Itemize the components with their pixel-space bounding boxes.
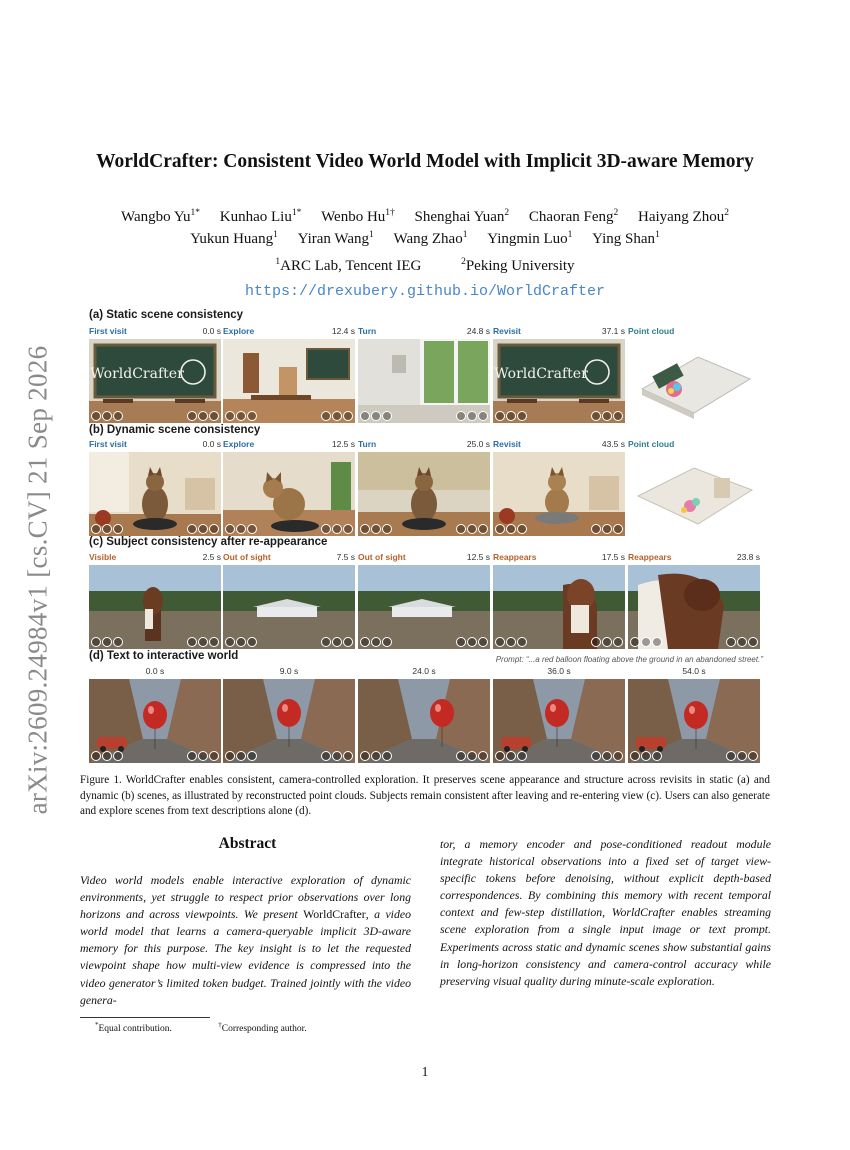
panel-cell-caption: [89, 439, 221, 451]
figure-frame-image: [223, 565, 355, 649]
cell-label: Turn: [358, 439, 377, 449]
camera-control-icon: [495, 751, 527, 761]
cell-label: Reappears: [628, 552, 672, 562]
figure-frame-image: [628, 339, 760, 423]
panel-cell-caption: [358, 666, 490, 678]
camera-control-icon: [456, 751, 488, 761]
camera-control-icon: [591, 751, 623, 761]
cell-label: Reappears: [493, 552, 537, 562]
camera-control-icon: [360, 524, 392, 534]
camera-control-icon: [495, 524, 527, 534]
cell-label: Revisit: [493, 439, 521, 449]
panel-d-prompt: Prompt: “...a red balloon floating above the ground in an abandoned street.”: [495, 655, 763, 664]
camera-control-icon: [91, 524, 123, 534]
cell-label: Point cloud: [628, 439, 675, 449]
figure-frame-image: [493, 679, 625, 763]
author: Wang Zhao$^1$: [393, 230, 468, 247]
cell-timestamp: 7.5 s: [336, 552, 355, 562]
figure-frame-image: [89, 565, 221, 649]
camera-control-icon: [591, 524, 623, 534]
figure-frame-image: [223, 679, 355, 763]
project-url-link[interactable]: https://drexubery.github.io/WorldCrafter: [244, 283, 606, 300]
cell-timestamp: 12.5 s: [466, 552, 490, 562]
camera-control-icon: [225, 524, 257, 534]
panel-cell-caption: [493, 666, 625, 678]
author: Yiran Wang$^1$: [297, 230, 374, 247]
cell-timestamp: 54.0 s: [682, 666, 706, 676]
camera-control-icon: [726, 751, 758, 761]
camera-control-icon: [360, 411, 392, 421]
author: Yingmin Luo$^1$: [487, 230, 573, 247]
panel-cell-caption: [358, 439, 490, 451]
camera-control-icon: [630, 751, 662, 761]
figure-caption: Figure 1. WorldCrafter enables consistent, camera-controlled exploration. It preserves scene appearance and structure across revisits in static (a) and dynamic (b) scenes, as illustrated by reconstructed point clouds. Subjects remain consistent after leaving and re-entering view (c). Users can also generate and explore scenes from text descriptions alone (d).: [80, 774, 770, 817]
chalkboard-text: WorldCrafter: [494, 366, 588, 382]
panel-label-b: (b) Dynamic scene consistency: [89, 424, 261, 436]
author: Haiyang Zhou$^2$: [637, 208, 729, 225]
author: Wenbo $Hu^{1\dagger}$: [321, 208, 395, 225]
camera-control-icon: [456, 524, 488, 534]
author: Ying Shan$^1$: [592, 230, 660, 247]
panel-cell-caption: [89, 552, 221, 564]
cell-timestamp: 36.0 s: [547, 666, 571, 676]
panel-cell-caption: [223, 439, 355, 451]
camera-control-icon: [495, 411, 527, 421]
cell-timestamp: 12.5 s: [331, 439, 355, 449]
figure-frame-image: [628, 452, 760, 536]
camera-control-icon: [591, 637, 623, 647]
panel-cell-caption: [358, 552, 490, 564]
panel-cell-caption: [223, 326, 355, 338]
cell-timestamp: 0.0 s: [145, 666, 165, 676]
cell-label: Out of sight: [358, 552, 406, 562]
cell-label: Turn: [358, 326, 377, 336]
cell-timestamp: 9.0 s: [279, 666, 299, 676]
footnote-rule: [80, 1017, 210, 1018]
camera-control-icon: [91, 411, 123, 421]
camera-control-icon: [91, 637, 123, 647]
panel-cell-caption: [89, 666, 221, 678]
cell-label: Explore: [223, 439, 255, 449]
figure-frame-image: [493, 339, 625, 423]
figure-frame-image: [89, 339, 221, 423]
cell-timestamp: 0.0 s: [202, 439, 221, 449]
page-number: 1: [421, 1064, 429, 1079]
cell-label: Revisit: [493, 326, 521, 336]
author: Wangbo $Yu^{1*}$: [121, 208, 201, 225]
camera-control-icon: [456, 637, 488, 647]
panel-label-a: (a) Static scene consistency: [89, 309, 244, 321]
cell-label: First visit: [89, 326, 127, 336]
cell-label: Point cloud: [628, 326, 675, 336]
figure-frame-image: [628, 679, 760, 763]
affiliation: $^1$ARC Lab, Tencent IEG: [275, 257, 422, 274]
camera-control-icon: [321, 751, 353, 761]
camera-control-icon: [321, 524, 353, 534]
author: Shenghai Yuan$^2$: [414, 208, 510, 225]
figure-frame-image: [89, 452, 221, 536]
cell-label: Visible: [89, 552, 117, 562]
footnotes: [95, 1021, 351, 1034]
figure-frame-image: [358, 339, 490, 423]
panel-cell-caption: [628, 439, 760, 451]
cell-label: Explore: [223, 326, 255, 336]
footnote: †Corresponding author.: [218, 1021, 307, 1035]
panel-cell-caption: [358, 326, 490, 338]
cell-timestamp: 23.8 s: [736, 552, 760, 562]
abstract-heading: Abstract: [218, 835, 277, 852]
camera-control-icon: [321, 637, 353, 647]
camera-control-icon: [187, 637, 219, 647]
camera-control-icon: [630, 637, 662, 647]
cell-label: First visit: [89, 439, 127, 449]
figure-frame-image: [89, 679, 221, 763]
abstract-column-right: tor, a memory encoder and pose-conditioned readout module integrate historical observations into a fixed set of target view-specific tokens before denoising, without explicit depth-based correspondences. By combining this memory with recent temporal context and few-step distillation, WorldCrafter enables streaming scene exploration from a single input image or text prompt. Experiments across static and dynamic scenes show substantial gains in long-horizon consistency and camera-control accuracy while preserving visual quality during minute-scale exploration.: [440, 837, 771, 988]
panel-cell-caption: [628, 552, 760, 564]
camera-control-icon: [225, 411, 257, 421]
camera-control-icon: [225, 751, 257, 761]
panel-cell-caption: [493, 552, 625, 564]
panel-cell-caption: [628, 666, 760, 678]
panel-label-c: (c) Subject consistency after re-appearance: [89, 536, 328, 548]
cell-timestamp: 17.5 s: [601, 552, 625, 562]
camera-control-icon: [187, 751, 219, 761]
cell-timestamp: 2.5 s: [202, 552, 221, 562]
author: Chaoran Feng$^2$: [528, 208, 619, 225]
panel-cell-caption: [628, 326, 760, 338]
panel-cell-caption: [223, 552, 355, 564]
panel-cell-caption: [223, 666, 355, 678]
figure-frame-image: [493, 452, 625, 536]
cell-timestamp: 24.0 s: [412, 666, 436, 676]
figure-frame-image: [358, 565, 490, 649]
cell-timestamp: 0.0 s: [202, 326, 221, 336]
panel-label-d: (d) Text to interactive world: [89, 650, 239, 662]
footnote: *Equal contribution.: [95, 1021, 172, 1035]
chalkboard-text: WorldCrafter: [90, 366, 184, 382]
camera-control-icon: [591, 411, 623, 421]
camera-control-icon: [91, 751, 123, 761]
cell-label: Out of sight: [223, 552, 271, 562]
arxiv-sidebar-stamp: arXiv:2609.24984v1 [cs.CV] 21 Sep 2026: [22, 345, 53, 815]
affiliations: [0, 257, 850, 275]
camera-control-icon: [495, 637, 527, 647]
camera-control-icon: [321, 411, 353, 421]
affiliation: $^2$Peking University: [461, 257, 575, 274]
cell-timestamp: 24.8 s: [466, 326, 490, 336]
figure-frame-image: [223, 452, 355, 536]
camera-control-icon: [225, 637, 257, 647]
author: Yukun Huang$^1$: [190, 230, 278, 247]
camera-control-icon: [726, 637, 758, 647]
cell-timestamp: 43.5 s: [601, 439, 625, 449]
author-list-row-2: [0, 230, 850, 248]
camera-control-icon: [360, 637, 392, 647]
figure-frame-image: [628, 565, 760, 649]
figure-frame-image: [493, 565, 625, 649]
cell-timestamp: 12.4 s: [331, 326, 355, 336]
cell-timestamp: 37.1 s: [601, 326, 625, 336]
author: Kunhao Liu$^{1*}$: [219, 208, 302, 225]
figure-frame-image: [223, 339, 355, 423]
figure-frame-image: [358, 679, 490, 763]
author-list-row-1: [0, 208, 850, 226]
camera-control-icon: [187, 411, 219, 421]
camera-control-icon: [187, 524, 219, 534]
camera-control-icon: [456, 411, 488, 421]
figure-frame-image: [358, 452, 490, 536]
paper-title: WorldCrafter: Consistent Video World Model with Implicit 3D-aware Memory: [96, 151, 754, 172]
panel-cell-caption: [89, 326, 221, 338]
cell-timestamp: 25.0 s: [466, 439, 490, 449]
abstract-column-left: Video world models enable interactive exploration of dynamic environments, yet struggle to respect prior observations over long horizons and across viewpoints. We present WorldCrafter, a video world model that learns a camera-queryable implicit 3D-aware memory for this purpose. The key insight is to let the requested viewpoint shape how multi-view evidence is compressed into the video generator’s limited token budget. Trained jointly with the video genera-: [80, 873, 411, 1007]
panel-cell-caption: [493, 326, 625, 338]
panel-cell-caption: [493, 439, 625, 451]
camera-control-icon: [360, 751, 392, 761]
